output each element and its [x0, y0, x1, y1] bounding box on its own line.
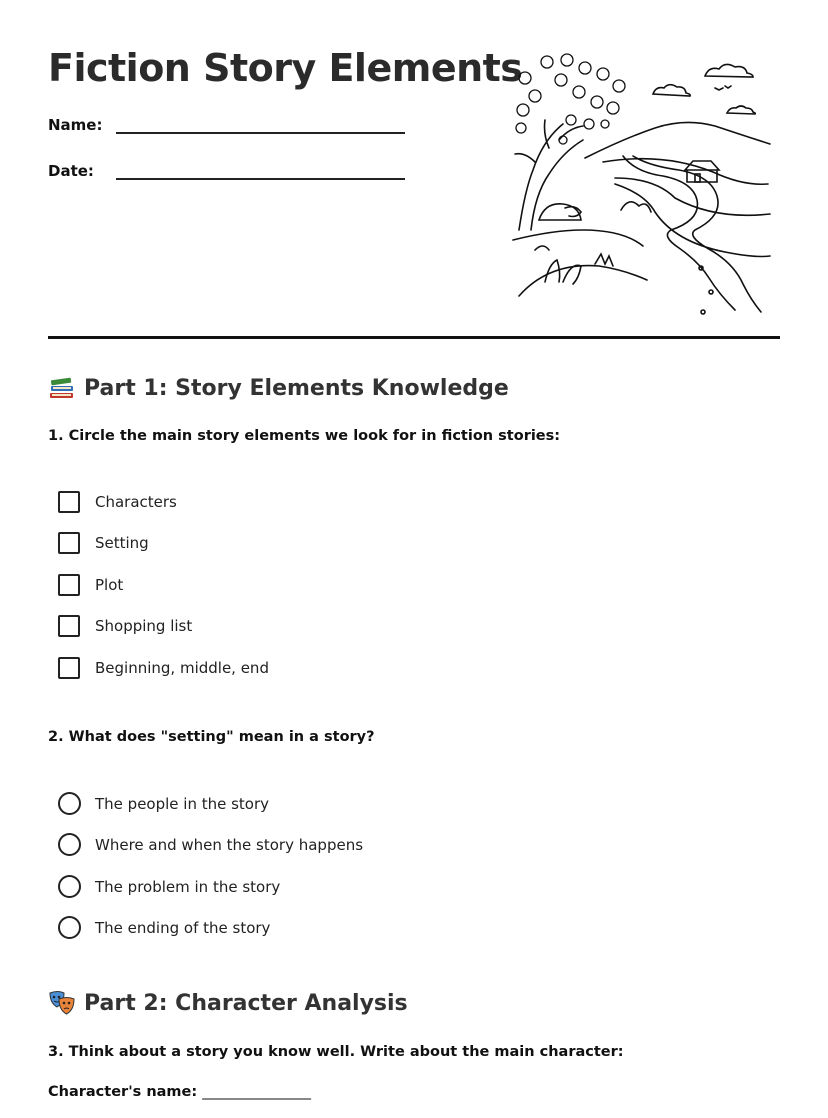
part-1-heading [48, 374, 509, 402]
worksheet-title: Fiction Story Elements [48, 46, 523, 90]
q2-option-where-when[interactable] [58, 833, 363, 856]
q2-option-problem[interactable] [58, 875, 280, 898]
checkbox[interactable] [58, 532, 80, 554]
q1-option-plot[interactable] [58, 574, 123, 596]
radio-button[interactable] [58, 792, 81, 815]
question-3: 3. Think about a story you know well. Write about the main character: [48, 1044, 624, 1060]
q2-option-ending[interactable] [58, 916, 270, 939]
checkbox[interactable] [58, 574, 80, 596]
theater-masks-icon [48, 989, 76, 1017]
option-label: Beginning, middle, end [95, 659, 269, 677]
question-1: 1. Circle the main story elements we look for in fiction stories: [48, 428, 561, 444]
q1-option-shopping-list[interactable] [58, 615, 192, 637]
q1-option-beginning-middle-end[interactable] [58, 657, 269, 679]
character-name-row [48, 1084, 311, 1100]
date-field-row [48, 162, 405, 180]
character-name-label: Character's name: [48, 1084, 198, 1100]
option-label: The people in the story [95, 794, 270, 813]
date-label: Date: [48, 162, 94, 180]
option-label: Shopping list [95, 617, 193, 635]
q2-option-people[interactable] [58, 792, 269, 815]
option-label: Setting [95, 534, 149, 552]
checkbox[interactable] [58, 615, 80, 637]
option-label: The problem in the story [95, 877, 281, 896]
part-2-title: Part 2: Character Analysis [84, 990, 408, 1016]
section-divider [48, 336, 780, 339]
name-field-row [48, 116, 405, 134]
name-label: Name: [48, 116, 103, 134]
q1-option-setting[interactable] [58, 532, 149, 554]
option-label: Where and when the story happens [95, 835, 364, 854]
checkbox[interactable] [58, 657, 80, 679]
q1-option-characters[interactable] [58, 491, 177, 513]
character-name-blank[interactable]: _______________ [202, 1084, 311, 1100]
part-1-title: Part 1: Story Elements Knowledge [84, 375, 509, 401]
radio-button[interactable] [58, 916, 81, 939]
name-blank-line[interactable] [116, 116, 405, 134]
checkbox[interactable] [58, 491, 80, 513]
part-2-heading [48, 989, 408, 1017]
books-icon [48, 374, 76, 402]
option-label: Characters [95, 493, 177, 511]
date-blank-line[interactable] [116, 162, 405, 180]
radio-button[interactable] [58, 875, 81, 898]
landscape-illustration [505, 50, 780, 318]
radio-button[interactable] [58, 833, 81, 856]
question-2: 2. What does "setting" mean in a story? [48, 729, 375, 745]
option-label: Plot [95, 576, 124, 594]
option-label: The ending of the story [95, 918, 271, 937]
